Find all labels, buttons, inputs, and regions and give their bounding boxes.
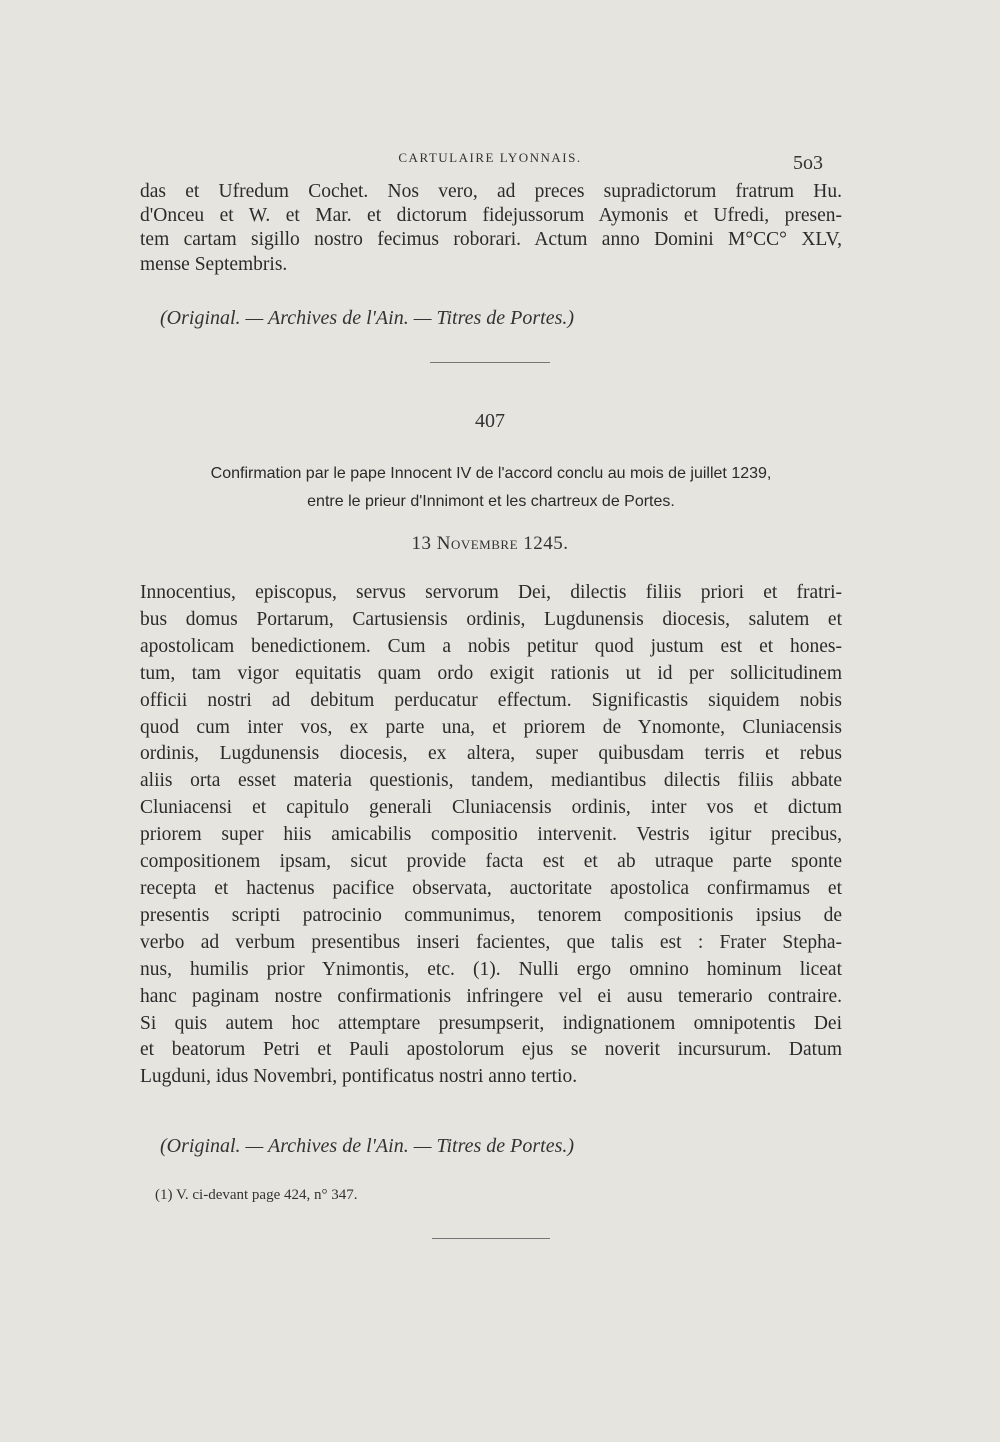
source-citation: (Original. — Archives de l'Ain. — Titres de Portes.) [160,307,575,329]
page-number: 5o3 [793,152,823,174]
text-line: et beatorum Petri et Pauli apostolorum ejus se noverit incursurum. Datum [140,1039,842,1061]
heading-line: entre le prieur d'Innimont et les chartreux de Portes. [307,493,675,510]
section-divider [430,362,550,363]
source-citation: (Original. — Archives de l'Ain. — Titres de Portes.) [160,1135,575,1157]
date-year: 1245. [523,533,569,554]
text-line: das et Ufredum Cochet. Nos vero, ad preces supradictorum fratrum Hu. [140,181,842,202]
section-divider [432,1238,550,1239]
text-line: bus domus Portarum, Cartusiensis ordinis, Lugdunensis diocesis, salutem et [140,608,842,630]
text-line: nus, humilis prior Ynimontis, etc. (1). Nulli ergo omnino hominum liceat [140,958,842,980]
text-line: priorem super hiis amicabilis compositio intervenit. Vestris igitur precibus, [140,824,842,846]
text-line: Lugduni, idus Novembri, pontificatus nostri anno tertio. [140,1066,578,1088]
text-line: recepta et hactenus pacifice observata, auctoritate apostolica confirmamus et [140,877,842,899]
heading-line: Confirmation par le pape Innocent IV de l'accord conclu au mois de juillet 1239, [210,465,772,482]
text-line: d'Onceu et W. et Mar. et dictorum fidejussorum Aymonis et Ufredi, presen- [140,205,842,227]
text-line: ordinis, Lugdunensis diocesis, ex altera, super quibusdam terris et rebus [140,743,842,765]
text-line: Si quis autem hoc attemptare presumpserit, indignationem omnipotentis Dei [140,1012,842,1034]
text-line: quod cum inter vos, ex parte una, et priorem de Ynomonte, Cluniacensis [140,716,842,738]
text-line: Innocentius, episcopus, servus servorum Dei, dilectis filiis priori et fratri- [140,582,842,603]
text-line: apostolicam benedictionem. Cum a nobis petitur quod justum est et hones- [140,635,842,657]
text-line: officii nostri ad debitum perducatur effectum. Significastis siquidem nobis [140,689,842,711]
date-month: Novembre [436,533,519,554]
date-day: 13 [411,533,432,554]
text-line: tem cartam sigillo nostro fecimus roborari. Actum anno Domini M°CC° XLV, [140,229,842,251]
document-number: 407 [475,410,505,432]
text-line: hanc paginam nostre confirmationis infringere vel ei ausu temerario contraire. [140,985,842,1007]
footnote: (1) V. ci-devant page 424, n° 347. [155,1187,358,1203]
text-line: compositionem ipsam, sicut provide facta est et ab utraque parte sponte [140,851,842,873]
document-heading [140,460,842,516]
text-line: verbo ad verbum presentibus inseri facientes, que talis est : Frater Stepha- [140,931,842,953]
text-line: mense Septembris. [140,253,288,275]
text-line: presentis scripti patrocinio communimus, tenorem compositionis ipsius de [140,904,842,926]
continuation-paragraph [140,180,842,277]
text-line: aliis orta esset materia questionis, tandem, mediantibus dilectis filiis abbate [140,770,842,792]
document-date [0,533,980,555]
text-line: Cluniacensi et capitulo generali Cluniacensis ordinis, inter vos et dictum [140,797,842,819]
text-line: tum, tam vigor equitatis quam ordo exigit rationis ut id per sollicitudinem [140,662,842,684]
running-title: CARTULAIRE LYONNAIS. [398,150,582,165]
document-body [140,580,842,1091]
